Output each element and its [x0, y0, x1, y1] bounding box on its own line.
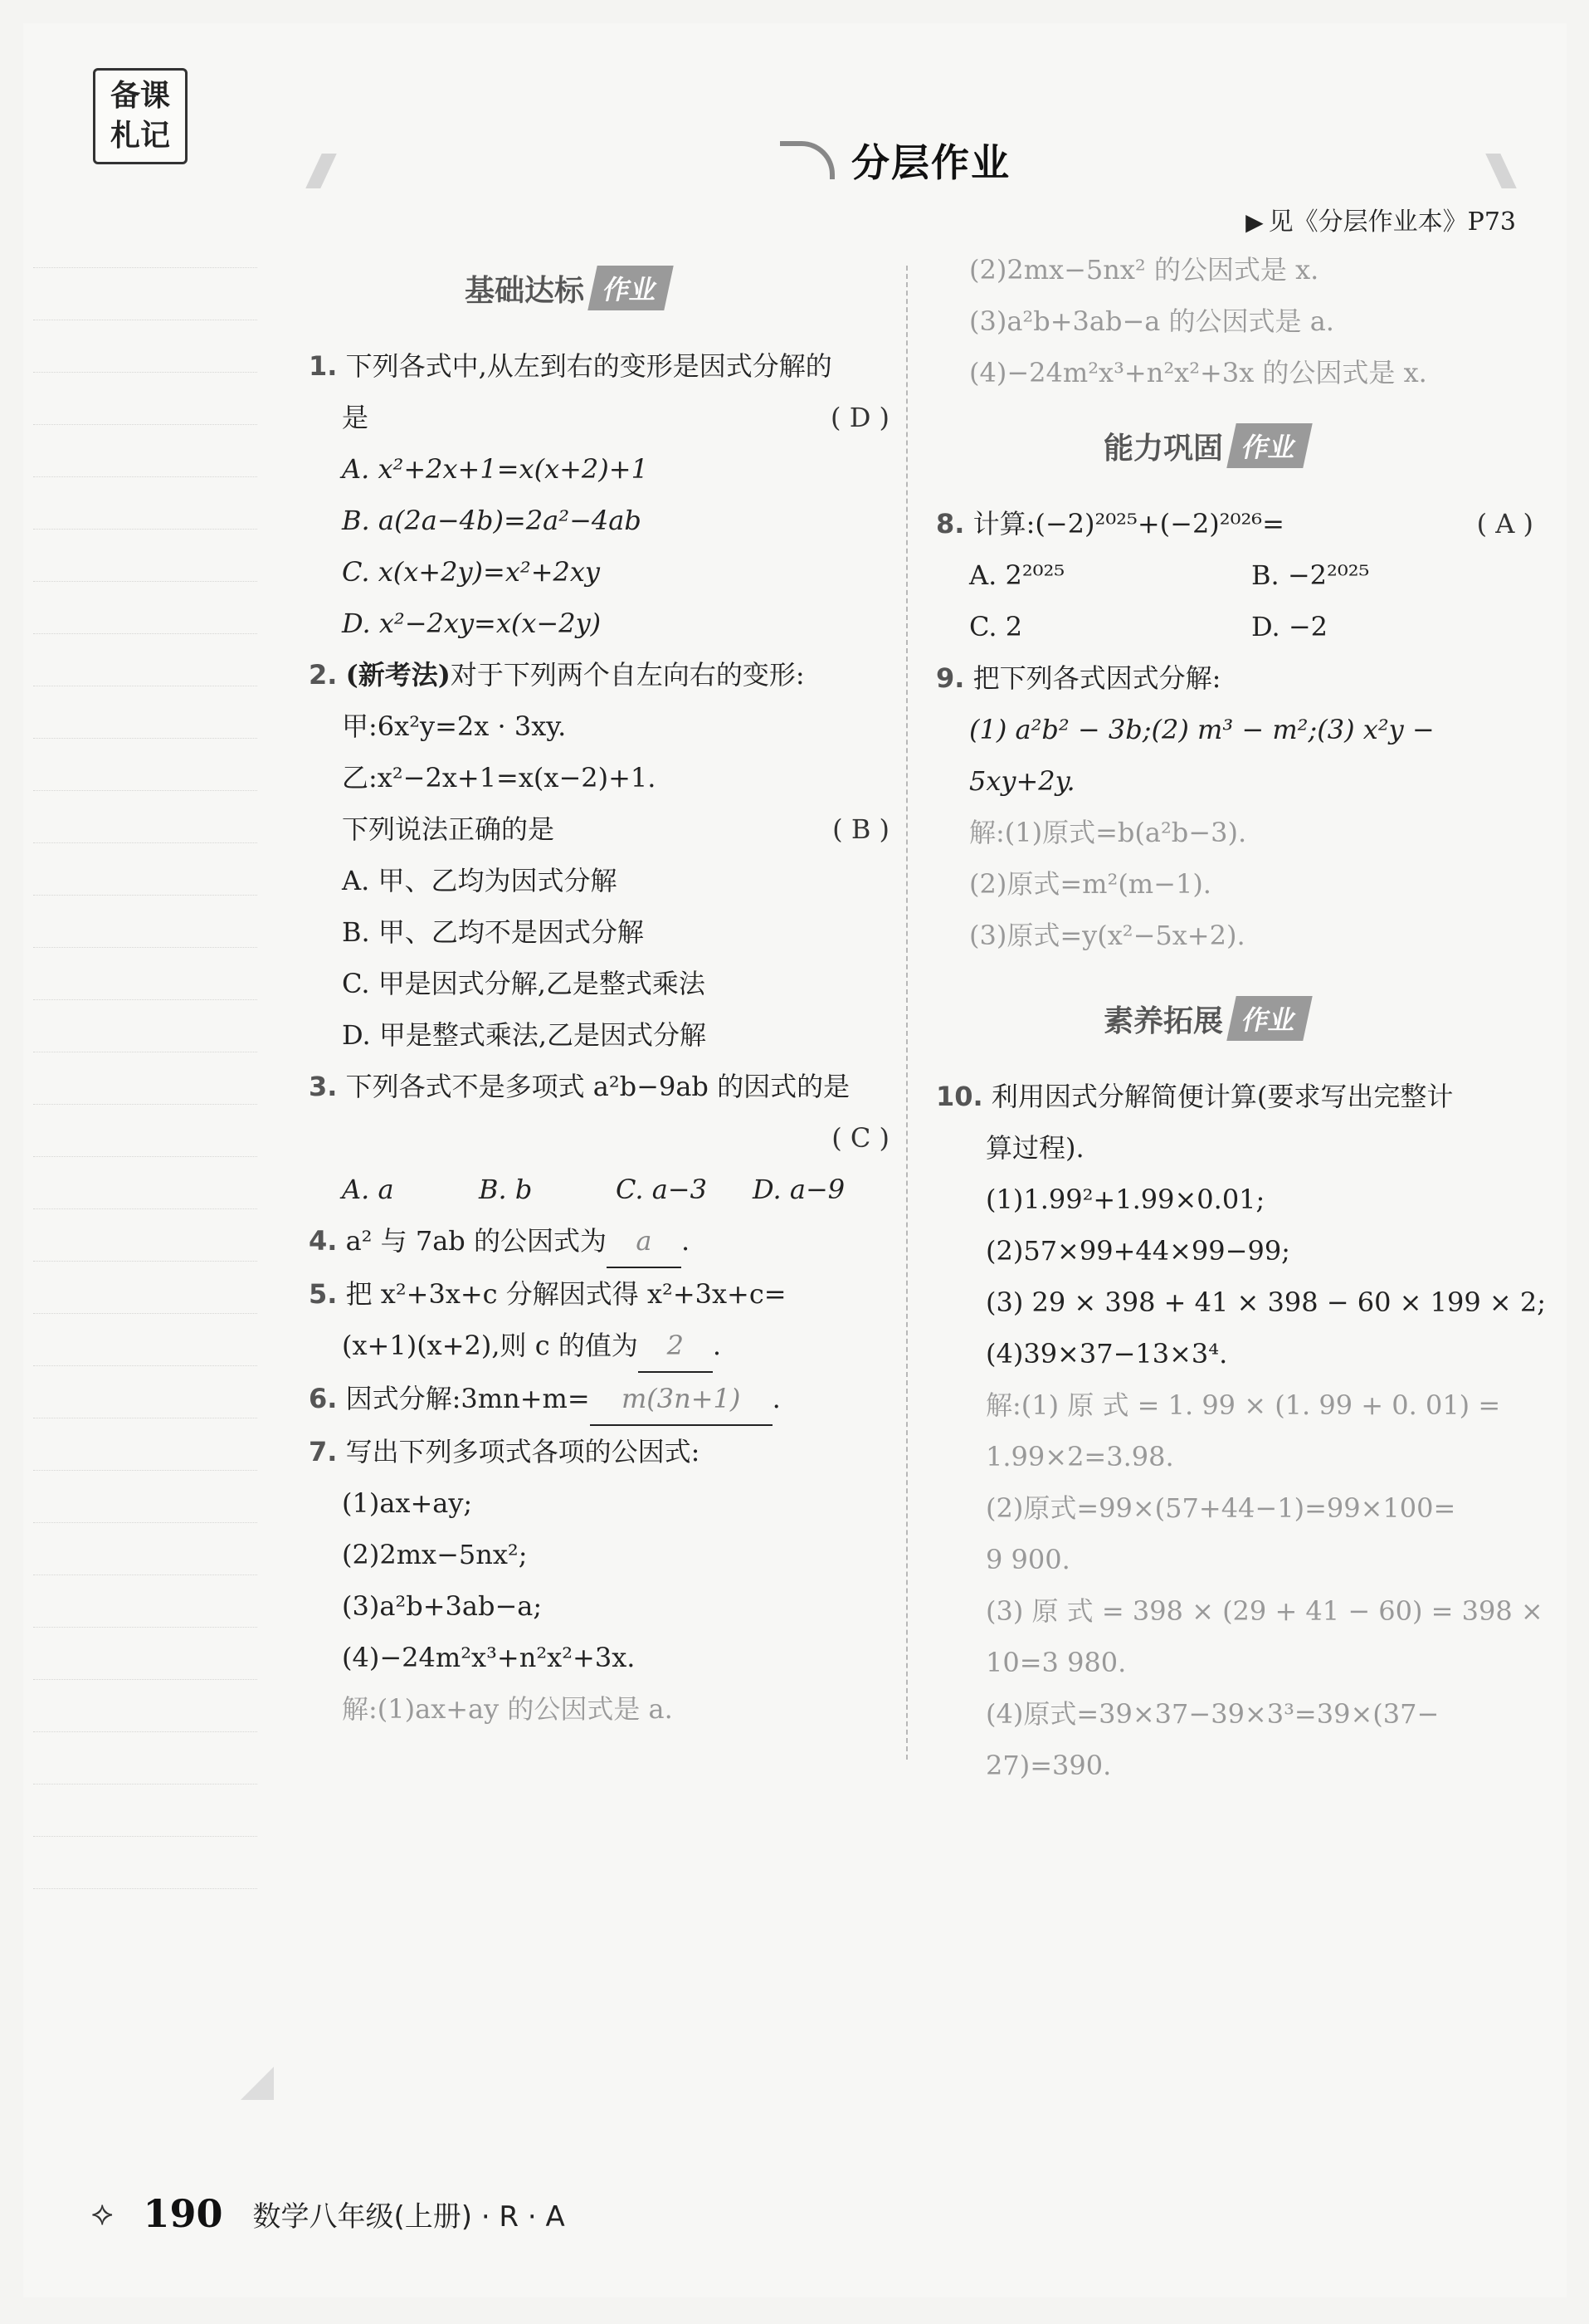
badge-line2: 札记 — [110, 119, 170, 153]
q10-solution2a: (2)原式=99×(57+44−1)=99×100= — [986, 1492, 1456, 1524]
q9-solution3: (3)原式=y(x²−5x+2). — [969, 920, 1245, 951]
q8-options-ab — [936, 549, 1533, 601]
q10-item4: (4)39×37−13×3⁴. — [986, 1338, 1228, 1370]
q8-option-c: C. 2 — [969, 611, 1023, 642]
right-column — [936, 244, 1533, 398]
section-basic-tag: 作业 — [587, 266, 673, 310]
section-extend — [1104, 996, 1308, 1041]
reference-text: 见《分层作业本》P73 — [1268, 208, 1516, 237]
q9-line1: (1) a²b² − 3b;(2) m³ − m²;(3) x²y − — [969, 714, 1435, 745]
q2-option-c: C. 甲是因式分解,乙是整式乘法 — [342, 968, 705, 999]
q3-option-b: B. b — [479, 1174, 533, 1205]
q7-item3: (3)a²b+3ab−a; — [342, 1590, 543, 1622]
q1-option-c: C. x(x+2y)=x²+2xy — [342, 556, 600, 588]
q10-solution4a: (4)原式=39×37−39×3³=39×(37− — [986, 1698, 1440, 1730]
q10-solution1b: 1.99×2=3.98. — [986, 1441, 1174, 1472]
right-column-2 — [936, 498, 1533, 961]
q7-solution4: (4)−24m²x³+n²x²+3x 的公因式是 x. — [969, 357, 1427, 388]
q1-option-b: B. a(2a−4b)=2a²−4ab — [342, 505, 641, 536]
q3-option-c: C. a−3 — [616, 1174, 707, 1205]
q7-item1: (1)ax+ay; — [342, 1487, 473, 1519]
q10-item1: (1)1.99²+1.99×0.01; — [986, 1184, 1265, 1215]
right-column-3 — [936, 1071, 1546, 1791]
q9-solution1: 解:(1)原式=b(a²b−3). — [969, 817, 1247, 848]
badge-line1: 备课 — [110, 79, 170, 113]
q2-stem: 2. (新考法)对于下列两个自左向右的变形: — [309, 659, 805, 691]
q2-jia: 甲:6x²y=2x · 3xy. — [342, 710, 567, 742]
q8-options-cd — [936, 601, 1533, 652]
page-title: 分层作业 — [851, 140, 1011, 185]
q6: 6. 因式分解:3mn+m= m(3n+1) . — [309, 1373, 890, 1426]
q10-solution1a: 解:(1) 原 式 = 1. 99 × (1. 99 + 0. 01) = — [986, 1389, 1501, 1421]
q7-solution3: (3)a²b+3ab−a 的公因式是 a. — [969, 305, 1334, 337]
left-column — [309, 340, 890, 1735]
q9-stem: 9. 把下列各式因式分解: — [936, 662, 1221, 694]
q4: 4. a² 与 7ab 的公因式为 a . — [309, 1215, 890, 1268]
title-swirl-icon — [780, 141, 835, 179]
q8-stem: 8. 计算:(−2)²⁰²⁵+(−2)²⁰²⁶= ( A ) — [936, 498, 1533, 549]
q3-stem: 3. 下列各式不是多项式 a²b−9ab 的因式的是 — [309, 1071, 851, 1102]
q10-solution4b: 27)=390. — [986, 1750, 1112, 1781]
section-ability-tag: 作业 — [1226, 423, 1312, 468]
q5-line2: (x+1)(x+2),则 c 的值为 2 . — [309, 1320, 890, 1373]
q10-stem: 10. 利用因式分解简便计算(要求写出完整计 — [936, 1081, 1454, 1112]
title-wrap — [780, 133, 1011, 188]
q3-answer: ( C ) — [831, 1122, 890, 1154]
q10-item2: (2)57×99+44×99−99; — [986, 1235, 1290, 1267]
q3-answer-row — [309, 1112, 890, 1164]
q1-answer: ( D ) — [831, 402, 890, 433]
q4-blank: a — [607, 1215, 681, 1268]
q1-stem2: 是 ( D ) — [309, 392, 890, 443]
q9-solution2: (2)原式=m²(m−1). — [969, 868, 1211, 900]
section-extend-label: 素养拓展 — [1104, 1003, 1224, 1038]
column-divider — [906, 266, 908, 1760]
q6-blank: m(3n+1) — [590, 1373, 773, 1426]
q3-option-a: A. a — [342, 1174, 394, 1205]
reference-line — [1245, 201, 1516, 237]
section-basic-label: 基础达标 — [465, 273, 585, 308]
q9-line2: 5xy+2y. — [969, 765, 1075, 797]
q7-item2: (2)2mx−5nx²; — [342, 1539, 528, 1570]
q2-yi: 乙:x²−2x+1=x(x−2)+1. — [342, 762, 656, 793]
q2-answer: ( B ) — [832, 813, 890, 845]
section-basic — [465, 266, 669, 310]
q2-option-a: A. 甲、乙均为因式分解 — [342, 865, 617, 896]
q8-answer: ( A ) — [1476, 508, 1533, 540]
q7-item4: (4)−24m²x³+n²x²+3x. — [342, 1642, 636, 1673]
q1-option-d: D. x²−2xy=x(x−2y) — [342, 608, 602, 639]
notes-badge — [93, 68, 188, 164]
section-ability-label: 能力巩固 — [1104, 431, 1224, 466]
section-ability — [1104, 423, 1308, 468]
footer — [91, 2191, 565, 2236]
q10-item3: (3) 29 × 398 + 41 × 398 − 60 × 199 × 2; — [986, 1286, 1546, 1318]
q10-solution3b: 10=3 980. — [986, 1647, 1127, 1678]
q3-options — [309, 1164, 890, 1215]
arrow-logo-icon: ⟡ — [91, 2195, 114, 2233]
q10-stem2: 算过程). — [986, 1132, 1085, 1164]
q8-option-d: D. −2 — [1251, 611, 1328, 642]
q7-solution1: 解:(1)ax+ay 的公因式是 a. — [342, 1693, 673, 1725]
q8-option-b: B. −2²⁰²⁵ — [1251, 559, 1370, 591]
q8-option-a: A. 2²⁰²⁵ — [969, 559, 1065, 591]
q10-solution2b: 9 900. — [986, 1544, 1070, 1575]
q3-option-d: D. a−9 — [753, 1174, 846, 1205]
corner-decor-icon — [241, 2067, 274, 2100]
play-triangle-icon: ▶ — [1245, 208, 1264, 236]
book-title: 数学八年级(上册) · R · A — [252, 2200, 565, 2234]
q2-option-b: B. 甲、乙均不是因式分解 — [342, 916, 644, 948]
q2-ask: 下列说法正确的是 ( B ) — [309, 803, 890, 855]
q5-blank: 2 — [638, 1320, 713, 1373]
note-lines — [33, 216, 257, 1889]
q1-option-a: A. x²+2x+1=x(x+2)+1 — [342, 453, 648, 485]
q10-solution3a: (3) 原 式 = 398 × (29 + 41 − 60) = 398 × — [986, 1595, 1543, 1627]
q7-solution2: (2)2mx−5nx² 的公因式是 x. — [969, 254, 1319, 286]
section-extend-tag: 作业 — [1226, 996, 1312, 1041]
q2-option-d: D. 甲是整式乘法,乙是因式分解 — [342, 1019, 707, 1051]
q7-stem: 7. 写出下列多项式各项的公因式: — [309, 1436, 700, 1467]
page-number: 190 — [143, 2191, 223, 2236]
q5-line1: 5. 把 x²+3x+c 分解因式得 x²+3x+c= — [309, 1278, 787, 1310]
q1-stem: 1. 下列各式中,从左到右的变形是因式分解的 — [309, 350, 832, 382]
